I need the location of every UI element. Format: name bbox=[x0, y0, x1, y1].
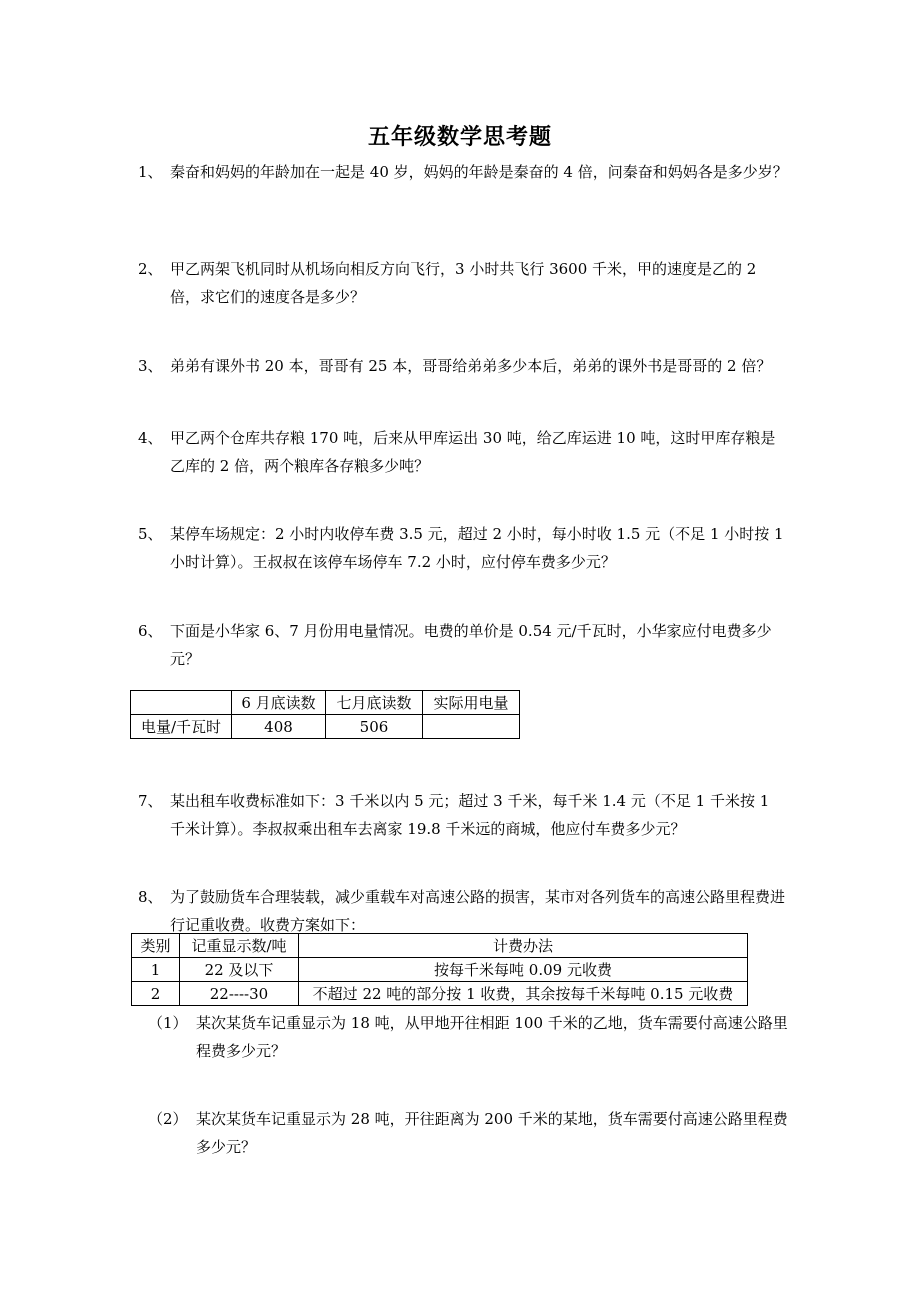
table-cell: 电量/千瓦时 bbox=[131, 715, 232, 739]
problem-number: 6、 bbox=[138, 622, 163, 640]
problem-1 bbox=[138, 158, 788, 186]
problem-number: 3、 bbox=[138, 357, 163, 375]
problem-number: 4、 bbox=[138, 429, 163, 447]
problem-4 bbox=[138, 424, 788, 480]
problem-3 bbox=[138, 352, 788, 380]
problem-text: 甲乙两架飞机同时从机场向相反方向飞行，3 小时共飞行 3600 千米，甲的速度是乙的 2 倍，求它们的速度各是多少？ bbox=[170, 260, 757, 306]
table-row bbox=[132, 958, 748, 982]
subquestion-number: （1） bbox=[148, 1014, 188, 1032]
problem-number: 8、 bbox=[138, 888, 163, 906]
table-cell bbox=[131, 691, 232, 715]
table-row bbox=[132, 982, 748, 1006]
subquestion-2 bbox=[138, 1105, 788, 1161]
table-cell: 6 月底读数 bbox=[232, 691, 326, 715]
problem-text: 秦奋和妈妈的年龄加在一起是 40 岁，妈妈的年龄是秦奋的 4 倍，问秦奋和妈妈各是多少岁？ bbox=[170, 163, 788, 181]
problem-5 bbox=[138, 520, 788, 576]
table-cell: 1 bbox=[132, 958, 180, 982]
problem-text: 某出租车收费标准如下：3 千米以内 5 元；超过 3 千米，每千米 1.4 元（不足 1 千米按 1 千米计算）。李叔叔乘出租车去离家 19.8 千米远的商城，他应付车费多少元？ bbox=[170, 792, 770, 838]
table-cell: 类别 bbox=[132, 934, 180, 958]
problem-text: 某停车场规定：2 小时内收停车费 3.5 元，超过 2 小时，每小时收 1.5 元（不足 1 小时按 1 小时计算）。王叔叔在该停车场停车 7.2 小时，应付停车费多少元？ bbox=[170, 525, 784, 571]
problem-7 bbox=[138, 787, 788, 843]
problem-6 bbox=[138, 617, 788, 673]
problem-text: 为了鼓励货车合理装载，减少重载车对高速公路的损害，某市对各列货车的高速公路里程费进行记重收费。收费方案如下： bbox=[170, 888, 786, 934]
table-row bbox=[131, 715, 520, 739]
table-header-row bbox=[131, 691, 520, 715]
table-cell: 七月底读数 bbox=[326, 691, 423, 715]
table-header-row bbox=[132, 934, 748, 958]
problem-text: 弟弟有课外书 20 本，哥哥有 25 本，哥哥给弟弟多少本后，弟弟的课外书是哥哥的 2 倍？ bbox=[170, 357, 772, 375]
table-cell: 记重显示数/吨 bbox=[180, 934, 299, 958]
table-cell: 506 bbox=[326, 715, 423, 739]
problem-text: 甲乙两个仓库共存粮 170 吨，后来从甲库运出 30 吨，给乙库运进 10 吨，这时甲库存粮是乙库的 2 倍，两个粮库各存粮多少吨？ bbox=[170, 429, 776, 475]
subquestion-text: 某次某货车记重显示为 18 吨，从甲地开往相距 100 千米的乙地，货车需要付高速公路里程费多少元？ bbox=[196, 1014, 788, 1060]
table-cell: 不超过 22 吨的部分按 1 收费，其余按每千米每吨 0.15 元收费 bbox=[299, 982, 748, 1006]
problem-number: 2、 bbox=[138, 260, 163, 278]
problem-number: 1、 bbox=[138, 163, 163, 181]
problem-8 bbox=[138, 883, 788, 939]
table-cell: 计费办法 bbox=[299, 934, 748, 958]
problem-text: 下面是小华家 6、7 月份用电量情况。电费的单价是 0.54 元/千瓦时，小华家应付电费多少元？ bbox=[170, 622, 772, 668]
table-cell: 408 bbox=[232, 715, 326, 739]
table-cell: 实际用电量 bbox=[423, 691, 520, 715]
toll-table bbox=[131, 933, 748, 1006]
problem-number: 5、 bbox=[138, 525, 163, 543]
subquestion-text: 某次某货车记重显示为 28 吨，开往距离为 200 千米的某地，货车需要付高速公路里程费多少元？ bbox=[196, 1110, 788, 1156]
electricity-table bbox=[130, 690, 520, 739]
table-cell: 按每千米每吨 0.09 元收费 bbox=[299, 958, 748, 982]
table-cell: 22 及以下 bbox=[180, 958, 299, 982]
problem-2 bbox=[138, 255, 788, 311]
table-cell bbox=[423, 715, 520, 739]
table-cell: 2 bbox=[132, 982, 180, 1006]
subquestion-1 bbox=[138, 1009, 788, 1065]
problem-number: 7、 bbox=[138, 792, 163, 810]
table-cell: 22----30 bbox=[180, 982, 299, 1006]
page-title: 五年级数学思考题 bbox=[367, 124, 552, 150]
subquestion-number: （2） bbox=[148, 1110, 188, 1128]
